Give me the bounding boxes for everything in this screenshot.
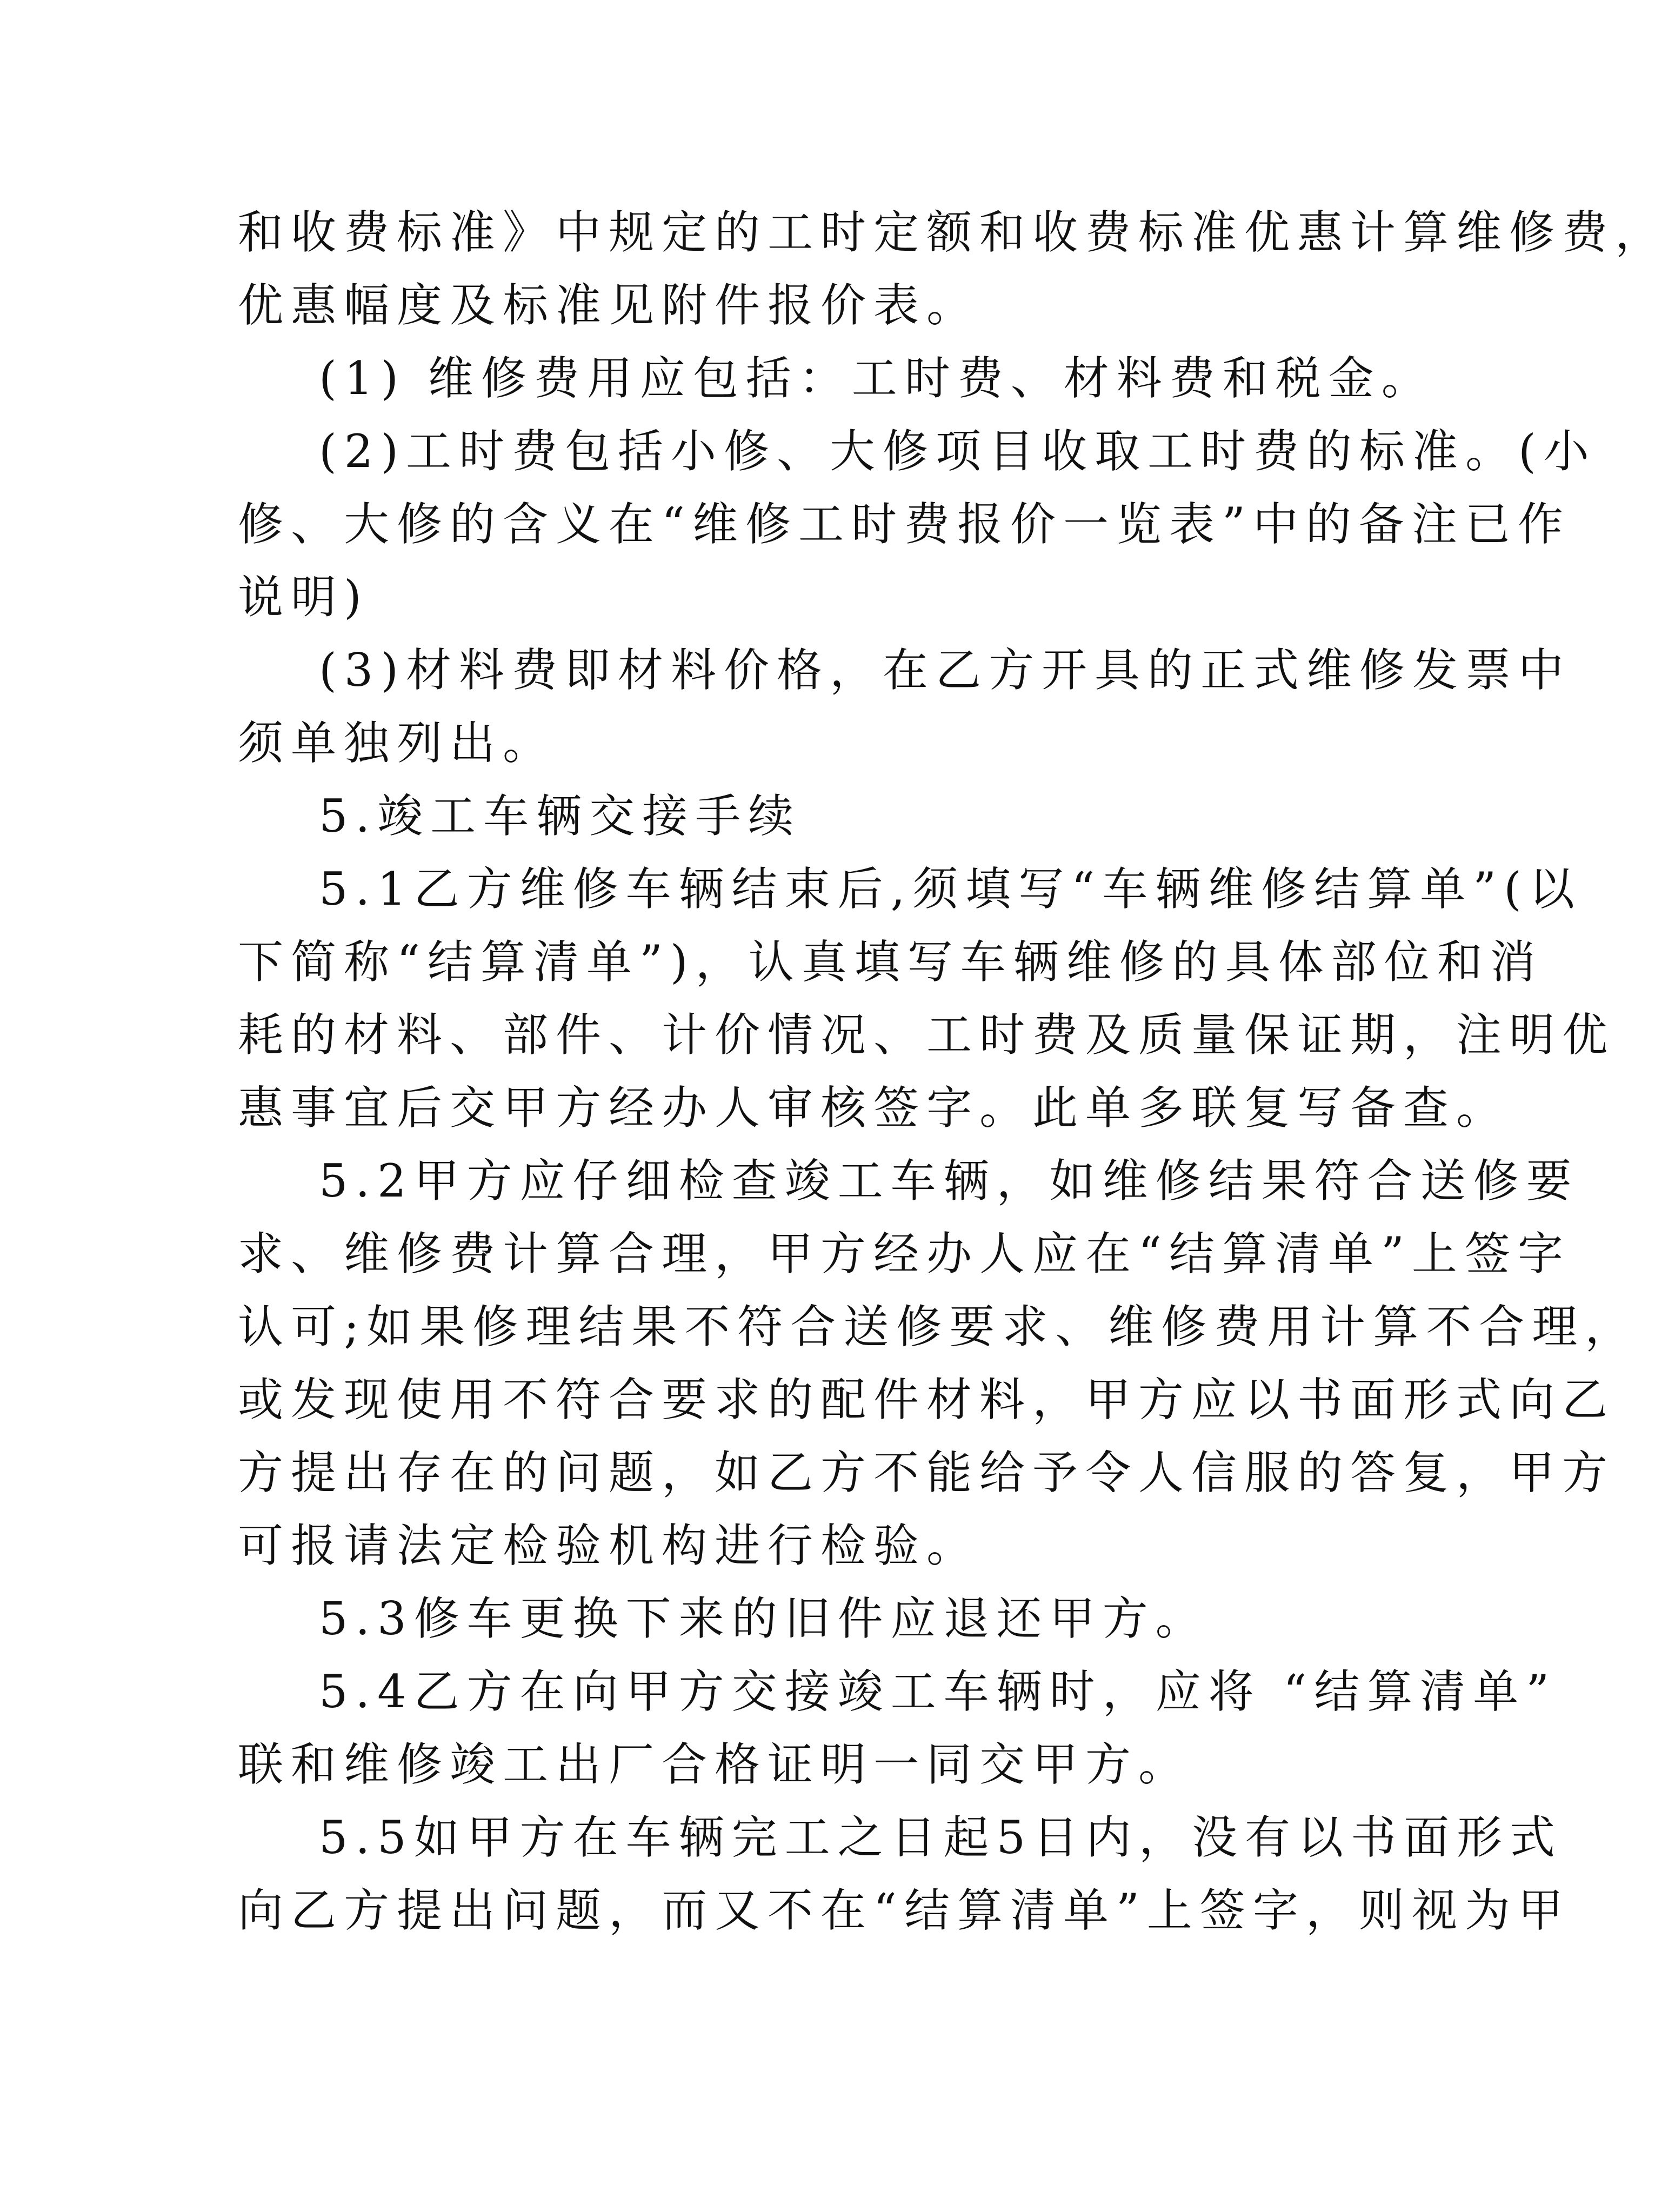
- text-line: 5.4乙方在向甲方交接竣工车辆时，应将 “结算清单”: [319, 1665, 1557, 1718]
- text-line: (2)工时费包括小修、大修项目收取工时费的标准。(小: [319, 425, 1597, 478]
- text-line: 耗的材料、部件、计价情况、工时费及质量保证期，注明优: [238, 1008, 1616, 1061]
- text-line: 和收费标准》中规定的工时定额和收费标准优惠计算维修费，: [238, 206, 1668, 259]
- text-line: 求、维修费计算合理，甲方经办人应在“结算清单”上签字: [238, 1227, 1571, 1280]
- text-line: 须单独列出。: [238, 717, 556, 770]
- text-line: 惠事宜后交甲方经办人审核签字。此单多联复写备查。: [238, 1081, 1510, 1134]
- text-line: 可报请法定检验机构进行检验。: [238, 1519, 980, 1572]
- text-line: 修、大修的含义在“维修工时费报价一览表”中的备注已作: [238, 498, 1571, 551]
- text-line: 5.5如甲方在车辆完工之日起5日内，没有以书面形式: [319, 1811, 1563, 1864]
- section-heading: 5.竣工车辆交接手续: [319, 790, 802, 843]
- text-line: 说明): [238, 571, 369, 624]
- text-line: 优惠幅度及标准见附件报价表。: [238, 279, 980, 332]
- text-line: 或发现使用不符合要求的配件材料，甲方应以书面形式向乙: [238, 1373, 1616, 1426]
- text-line: (1) 维修费用应包括：工时费、材料费和税金。: [319, 352, 1435, 405]
- text-line: 下简称“结算清单”)，认真填写车辆维修的具体部位和消: [238, 935, 1543, 988]
- text-line: 向乙方提出问题，而又不在“结算清单”上签字，则视为甲: [238, 1884, 1571, 1937]
- text-line: (3)材料费即材料价格，在乙方开具的正式维修发票中: [319, 644, 1571, 697]
- text-line: 5.2甲方应仔细检查竣工车辆，如维修结果符合送修要: [319, 1154, 1579, 1207]
- text-line: 5.1乙方维修车辆结束后,须填写“车辆维修结算单”(以: [319, 863, 1582, 915]
- text-line: 认可;如果修理结果不符合送修要求、维修费用计算不合理，: [238, 1300, 1638, 1353]
- text-line: 联和维修竣工出厂合格证明一同交甲方。: [238, 1738, 1192, 1791]
- text-line: 5.3修车更换下来的旧件应退还甲方。: [319, 1592, 1209, 1645]
- text-line: 方提出存在的问题，如乙方不能给予令人信服的答复，甲方: [238, 1446, 1616, 1499]
